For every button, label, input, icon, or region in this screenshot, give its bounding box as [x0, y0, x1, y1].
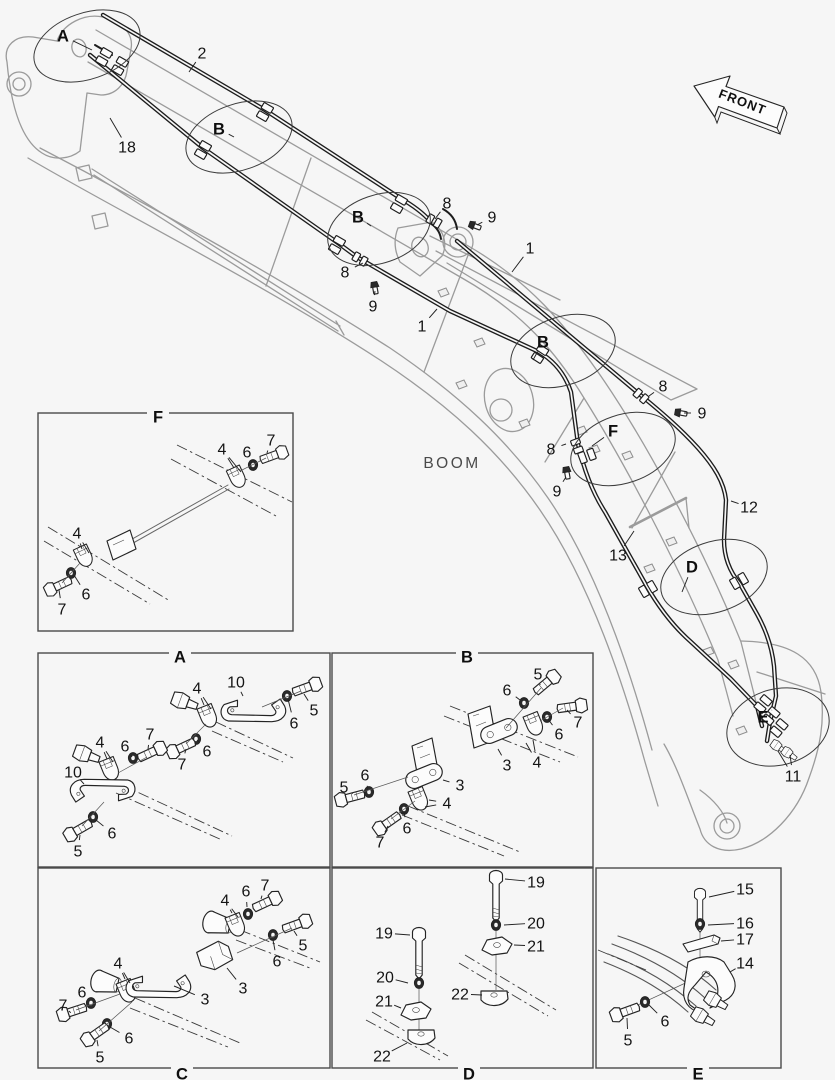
leader-line	[477, 222, 482, 225]
detail-box-F	[38, 413, 293, 631]
part-number-5: 5	[339, 779, 349, 797]
part-number-6: 6	[124, 1030, 134, 1048]
leader-line	[148, 745, 149, 749]
part-number-5: 5	[73, 843, 83, 861]
front-direction-arrow	[694, 76, 787, 134]
part-number-4: 4	[217, 441, 227, 459]
leader-line	[374, 291, 375, 295]
leader-line	[304, 694, 308, 701]
leader-line	[514, 945, 525, 946]
part-number-4: 4	[192, 680, 202, 698]
part-number-4: 4	[220, 892, 230, 910]
part-number-9: 9	[697, 405, 707, 423]
part-number-5: 5	[298, 937, 308, 955]
part-number-12: 12	[740, 499, 758, 517]
section-label-B: B	[213, 120, 225, 139]
leader-line	[592, 437, 604, 446]
section-label-B: B	[461, 648, 473, 667]
leader-line	[505, 879, 525, 881]
leader-line	[649, 1005, 657, 1013]
leader-line	[526, 743, 531, 752]
leader-line	[429, 309, 437, 318]
detail-f-art	[42, 441, 292, 604]
part-number-6: 6	[502, 682, 512, 700]
part-number-6: 6	[81, 586, 91, 604]
leader-line	[624, 531, 634, 546]
leader-line	[229, 134, 234, 137]
part-number-3: 3	[238, 980, 248, 998]
part-number-6: 6	[660, 1013, 670, 1031]
leader-line	[504, 924, 525, 925]
part-number-6: 6	[554, 726, 564, 744]
part-number-19: 19	[375, 925, 393, 943]
leader-line	[516, 697, 520, 700]
part-number-14: 14	[736, 955, 754, 973]
leader-line	[96, 820, 103, 826]
leader-line	[627, 1018, 628, 1029]
part-number-7: 7	[177, 756, 187, 774]
leader-line	[395, 934, 410, 935]
part-number-7: 7	[375, 834, 385, 852]
part-number-17: 17	[736, 931, 754, 949]
part-number-8: 8	[340, 264, 350, 282]
part-number-11: 11	[784, 768, 802, 786]
leader-line	[227, 968, 236, 979]
part-number-22: 22	[451, 986, 469, 1004]
part-number-5: 5	[533, 666, 543, 684]
detail-d-art	[366, 871, 556, 1061]
leader-line	[261, 896, 262, 899]
leader-line	[709, 891, 734, 897]
section-label-B: B	[352, 208, 364, 227]
part-number-6: 6	[289, 715, 299, 733]
leader-line	[471, 994, 482, 995]
leader-line	[563, 477, 566, 482]
part-number-5: 5	[623, 1032, 633, 1050]
part-number-22: 22	[373, 1048, 391, 1066]
leader-line	[649, 392, 654, 396]
part-number-20: 20	[527, 915, 545, 933]
detail-d-labels	[373, 875, 545, 1080]
part-number-10: 10	[227, 674, 245, 692]
leader-line	[201, 698, 204, 705]
part-number-18: 18	[118, 139, 136, 157]
part-number-7: 7	[573, 714, 583, 732]
leader-line	[79, 835, 80, 840]
part-number-4: 4	[442, 795, 452, 813]
detail-a-art	[62, 675, 324, 844]
part-number-7: 7	[145, 726, 155, 744]
leader-line	[273, 940, 275, 950]
part-number-7: 7	[260, 877, 270, 895]
section-label-C: C	[176, 1065, 188, 1080]
section-label-E: E	[692, 1065, 704, 1080]
section-label-A: A	[57, 27, 69, 46]
section-label-B: B	[537, 333, 549, 352]
part-number-16: 16	[736, 915, 754, 933]
part-number-2: 2	[197, 45, 207, 63]
part-number-1: 1	[417, 318, 427, 336]
part-number-7: 7	[57, 601, 67, 619]
boom-title: BOOM	[423, 455, 481, 472]
part-number-1: 1	[525, 240, 535, 258]
detail-e-art	[598, 888, 735, 1029]
section-label-A: A	[174, 648, 186, 667]
leader-line	[110, 1027, 119, 1032]
part-number-20: 20	[376, 969, 394, 987]
leader-line	[533, 740, 535, 751]
leader-line	[708, 924, 734, 925]
leader-line	[392, 1043, 407, 1051]
section-label-F: F	[607, 422, 619, 441]
leader-line	[394, 1005, 401, 1008]
part-number-15: 15	[736, 881, 754, 899]
leader-line	[396, 980, 408, 983]
part-number-13: 13	[609, 547, 627, 565]
part-number-21: 21	[375, 993, 393, 1011]
part-number-10: 10	[64, 764, 82, 782]
part-number-3: 3	[200, 991, 210, 1009]
part-number-6: 6	[360, 767, 370, 785]
leader-line	[104, 752, 107, 759]
part-number-9: 9	[487, 209, 497, 227]
leader-line	[721, 940, 734, 941]
part-number-6: 6	[77, 984, 87, 1002]
part-number-6: 6	[241, 883, 251, 901]
detail-f-labels	[58, 404, 276, 619]
leader-line	[74, 575, 80, 585]
leader-line	[731, 501, 739, 504]
part-number-4: 4	[72, 525, 82, 543]
part-number-3: 3	[455, 777, 465, 795]
section-label-F: F	[152, 408, 164, 427]
part-number-4: 4	[95, 734, 105, 752]
detail-box-D	[332, 868, 593, 1068]
part-number-4: 4	[113, 955, 123, 973]
part-number-6: 6	[402, 820, 412, 838]
part-number-9: 9	[552, 483, 562, 501]
section-label-D: D	[686, 558, 698, 577]
part-number-8: 8	[658, 378, 668, 396]
part-number-8: 8	[546, 441, 556, 459]
part-number-7: 7	[266, 432, 276, 450]
leader-line	[443, 780, 449, 782]
leader-line	[561, 444, 566, 446]
part-number-8: 8	[442, 195, 452, 213]
part-number-6: 6	[242, 444, 252, 462]
leader-line	[241, 692, 243, 696]
part-number-6: 6	[107, 825, 117, 843]
leader-line	[267, 451, 268, 453]
part-number-6: 6	[272, 953, 282, 971]
section-label-D: D	[463, 1065, 475, 1080]
leader-line	[498, 749, 502, 755]
leader-line	[429, 800, 436, 801]
part-number-21: 21	[527, 938, 545, 956]
leader-line	[294, 931, 297, 936]
detail-b-art	[334, 667, 588, 856]
part-number-5: 5	[95, 1049, 105, 1067]
part-number-5: 5	[309, 702, 319, 720]
leader-line	[730, 969, 736, 972]
leader-line	[73, 41, 92, 50]
front-label: FRONT	[716, 85, 769, 118]
leader-line	[512, 257, 523, 272]
leader-line	[59, 590, 60, 598]
part-number-3: 3	[502, 757, 512, 775]
section-label-E: E	[757, 708, 769, 727]
part-number-4: 4	[532, 754, 542, 772]
part-number-19: 19	[527, 874, 545, 892]
part-number-6: 6	[120, 738, 130, 756]
leader-line	[110, 118, 121, 138]
part-number-9: 9	[368, 298, 378, 316]
leader-line	[97, 1040, 98, 1046]
leader-line	[352, 793, 353, 794]
part-number-6: 6	[202, 743, 212, 761]
leader-line	[230, 910, 232, 913]
part-number-7: 7	[58, 997, 68, 1015]
